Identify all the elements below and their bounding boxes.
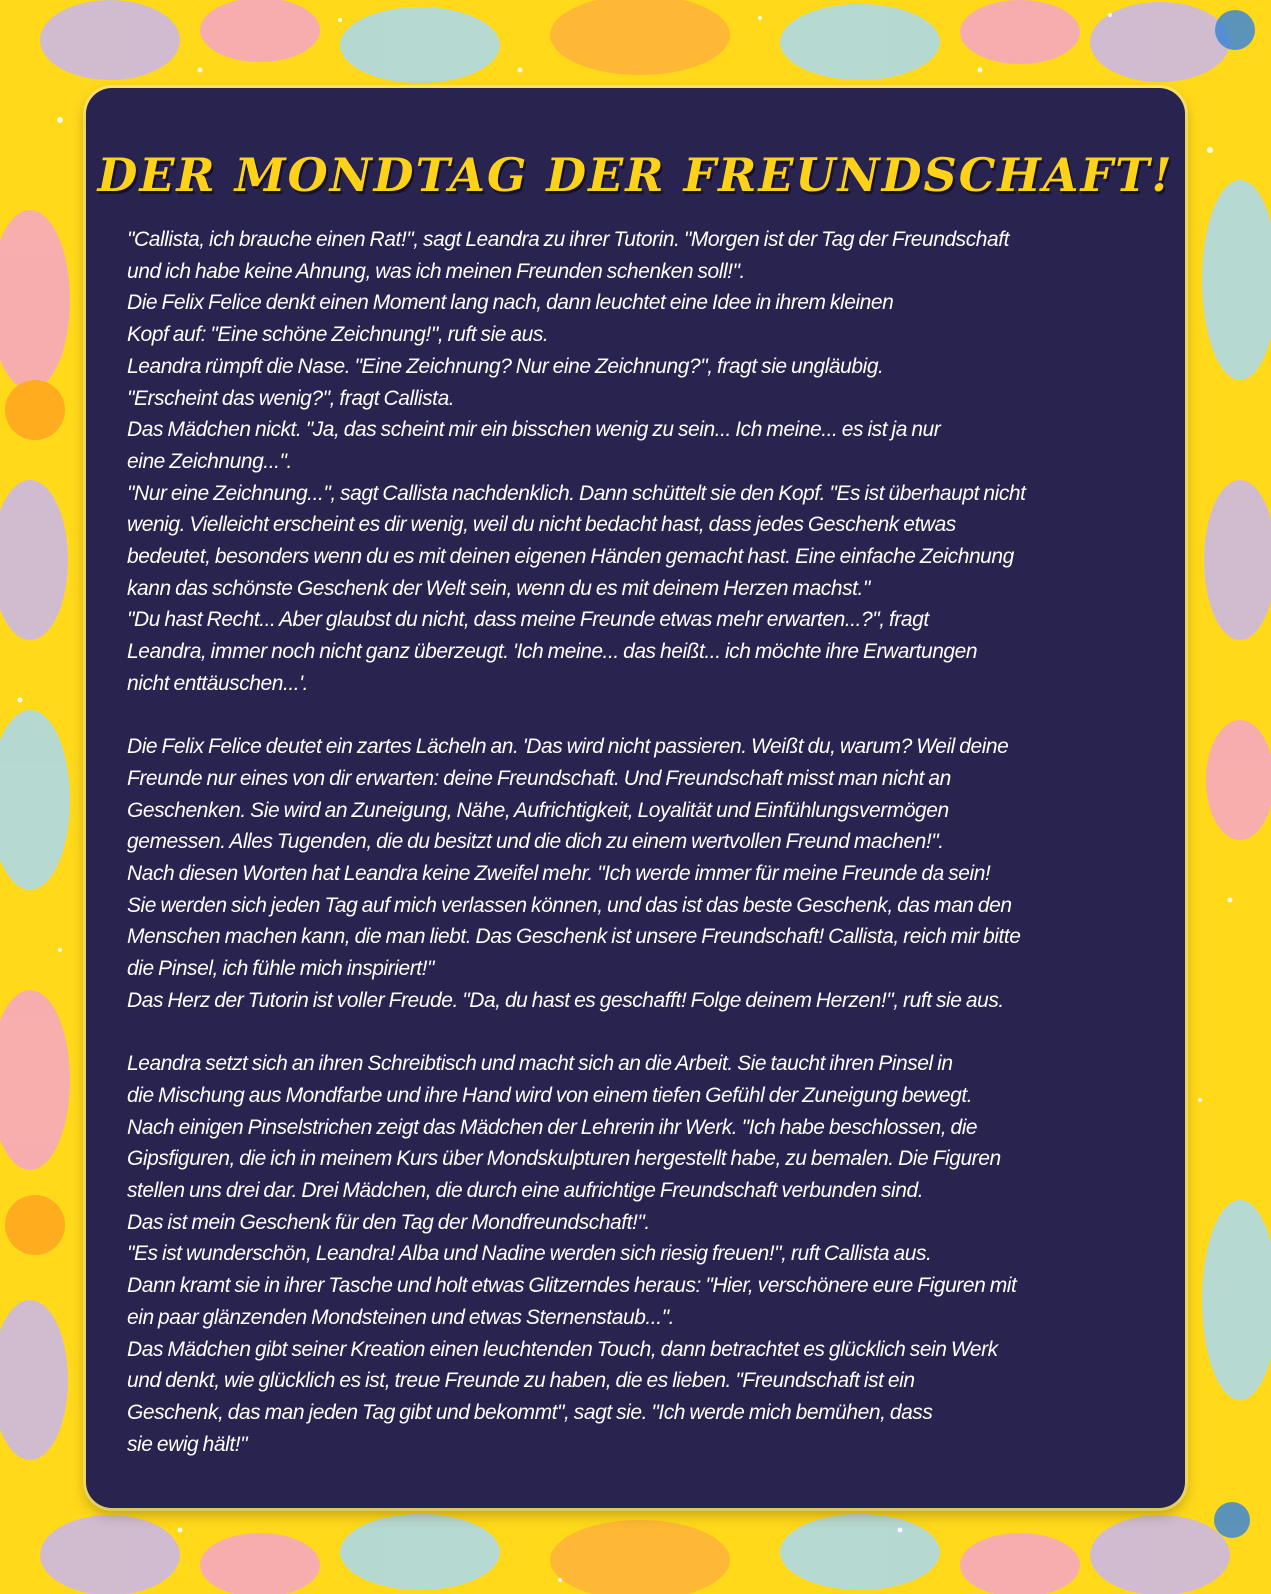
story-line: Leandra, immer noch nicht ganz überzeugt. 'Ich meine... das heißt... ich möchte ihre Erwartungen	[127, 640, 978, 664]
story-line: Freunde nur eines von dir erwarten: deine Freundschaft. Und Freundschaft misst man nicht an	[127, 766, 951, 790]
story-line: Gipsfiguren, die ich in meinem Kurs über Mondskulpturen hergestellt habe, zu bemalen. Die Figuren	[127, 1147, 1001, 1171]
story-line: "Es ist wunderschön, Leandra! Alba und Nadine werden sich riesig freuen!", ruft Callista aus.	[127, 1242, 932, 1266]
story-line: ein paar glänzenden Mondsteinen und etwas Sternenstaub...".	[127, 1305, 674, 1329]
story-line: "Du hast Recht... Aber glaubst du nicht, dass meine Freunde etwas mehr erwarten...?", fragt	[127, 608, 929, 632]
story-line: "Erscheint das wenig?", fragt Callista.	[127, 386, 455, 410]
story-line: Dann kramt sie in ihrer Tasche und holt etwas Glitzerndes heraus: "Hier, verschönere eure Figuren mit	[127, 1274, 1017, 1298]
story-line: eine Zeichnung...".	[127, 449, 292, 473]
story-line: Das Herz der Tutorin ist voller Freude. "Da, du hast es geschafft! Folge deinem Herzen!", ruft sie aus.	[127, 988, 1004, 1012]
story-line: Geschenk, das man jeden Tag gibt und bekommt", sagt sie. "Ich werde mich bemühen, dass	[127, 1400, 933, 1424]
paragraph-gap	[127, 700, 1142, 732]
story-line: und ich habe keine Ahnung, was ich meinen Freunden schenken soll!".	[127, 259, 745, 283]
paragraph-gap	[127, 1017, 1142, 1049]
story-line: wenig. Vielleicht erscheint es dir wenig, weil du nicht bedacht hast, dass jedes Geschenk etwas	[127, 513, 956, 537]
story-line: stellen uns drei dar. Drei Mädchen, die durch eine aufrichtige Freundschaft verbunden sind.	[127, 1179, 924, 1203]
story-line: die Pinsel, ich fühle mich inspiriert!"	[127, 957, 435, 981]
story-line: Sie werden sich jeden Tag auf mich verlassen können, und das ist das beste Geschenk, das man den	[127, 893, 1012, 917]
story-line: Kopf auf: "Eine schöne Zeichnung!", ruft sie aus.	[127, 323, 549, 347]
story-line: Das Mädchen nickt. "Ja, das scheint mir ein bisschen wenig zu sein... Ich meine... es ist ja nur	[127, 418, 941, 442]
story-line: Geschenken. Sie wird an Zuneigung, Nähe, Aufrichtigkeit, Loyalität und Einfühlungsvermögen	[127, 798, 949, 822]
story-line: sie ewig hält!"	[127, 1432, 248, 1456]
story-line: Nach einigen Pinselstrichen zeigt das Mädchen der Lehrerin ihr Werk. "Ich habe beschlossen, die	[127, 1115, 978, 1139]
story-line: nicht enttäuschen...'.	[127, 671, 309, 695]
story-line: Die Felix Felice deutet ein zartes Lächeln an. 'Das wird nicht passieren. Weißt du, warum? Weil deine	[127, 735, 1009, 759]
story-line: "Nur eine Zeichnung...", sagt Callista nachdenklich. Dann schüttelt sie den Kopf. "Es ist überhaupt nicht	[127, 481, 1026, 505]
story-line: Leandra setzt sich an ihren Schreibtisch und macht sich an die Arbeit. Sie taucht ihren Pinsel in	[127, 1052, 953, 1076]
story-line: Das ist mein Geschenk für den Tag der Mondfreundschaft!".	[127, 1210, 650, 1234]
story-text	[127, 224, 1142, 1460]
story-line: Leandra rümpft die Nase. "Eine Zeichnung? Nur eine Zeichnung?", fragt sie ungläubig.	[127, 354, 884, 378]
story-line: Nach diesen Worten hat Leandra keine Zweifel mehr. "Ich werde immer für meine Freunde da sein!	[127, 862, 991, 886]
story-line: Das Mädchen gibt seiner Kreation einen leuchtenden Touch, dann betrachtet es glücklich sein Werk	[127, 1337, 998, 1361]
story-line: "Callista, ich brauche einen Rat!", sagt Leandra zu ihrer Tutorin. "Morgen ist der Tag der Freundschaft	[127, 228, 1009, 251]
story-line: Die Felix Felice denkt einen Moment lang nach, dann leuchtet eine Idee in ihrem kleinen	[127, 291, 894, 315]
story-line: Menschen machen kann, die man liebt. Das Geschenk ist unsere Freundschaft! Callista, reich mir bitte	[127, 925, 1021, 949]
page-title: DER MONDTAG DER FREUNDSCHAFT!	[97, 148, 1174, 202]
story-line: kann das schönste Geschenk der Welt sein, wenn du es mit deinem Herzen machst."	[127, 576, 870, 600]
story-line: bedeutet, besonders wenn du es mit deinen eigenen Händen gemacht hast. Eine einfache Zeichnung	[127, 545, 1014, 569]
story-line: die Mischung aus Mondfarbe und ihre Hand wird von einem tiefen Gefühl der Zuneigung bewegt.	[127, 1083, 973, 1107]
story-line: und denkt, wie glücklich es ist, treue Freunde zu haben, die es lieben. "Freundschaft ist ein	[127, 1369, 915, 1393]
story-line: gemessen. Alles Tugenden, die du besitzt und die dich zu einem wertvollen Freund machen!".	[127, 830, 944, 854]
story-panel	[86, 88, 1185, 1508]
